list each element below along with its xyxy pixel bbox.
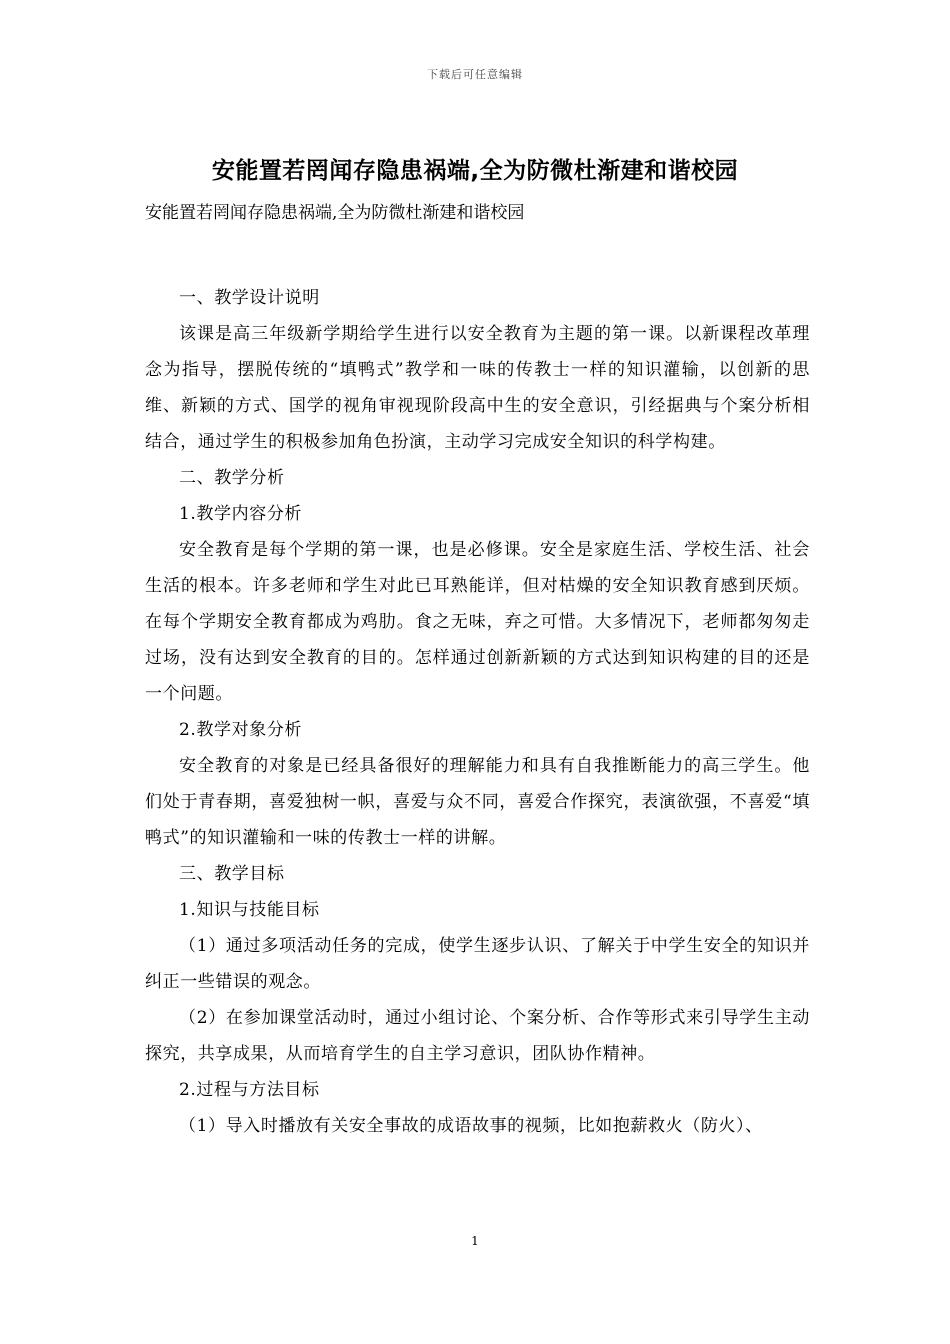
subsection-3-1-item-1: （1）通过多项活动任务的完成，使学生逐步认识、了解关于中学生安全的知识并纠正一些错误的观念。: [145, 936, 810, 992]
document-subtitle: 安能置若罔闻存隐患祸端,全为防微杜渐建和谐校园: [145, 203, 525, 223]
document-body: [145, 198, 810, 1144]
subsection-heading-2-2: 2.教学对象分析: [179, 720, 303, 740]
subsection-heading-3-2: 2.过程与方法目标: [179, 1080, 320, 1100]
section-heading-3: 三、教学目标: [179, 864, 285, 884]
subsection-2-1-paragraph: 安全教育是每个学期的第一课，也是必修课。安全是家庭生活、学校生活、社会生活的根本。许多老师和学生对此已耳熟能详，但对枯燥的安全知识教育感到厌烦。在每个学期安全教育都成为鸡肋。食之无味，弃之可惜。大多情况下，老师都匆匆走过场，没有达到安全教育的目的。怎样通过创新新颖的方式达到知识构建的目的还是一个问题。: [145, 540, 810, 704]
section-heading-2: 二、教学分析: [179, 468, 285, 488]
subsection-2-2-paragraph: 安全教育的对象是已经具备很好的理解能力和具有自我推断能力的高三学生。他们处于青春期，喜爱独树一帜，喜爱与众不同，喜爱合作探究，表演欲强，不喜爱“填鸭式”的知识灌输和一味的传教士一样的讲解。: [145, 756, 810, 848]
subsection-heading-2-1: 1.教学内容分析: [179, 504, 303, 524]
header-note: 下载后可任意编辑: [427, 68, 523, 81]
subsection-3-2-item-1: （1）导入时播放有关安全事故的成语故事的视频，比如抱薪救火（防火）、: [179, 1116, 763, 1136]
subsection-3-1-item-2: （2）在参加课堂活动时，通过小组讨论、个案分析、合作等形式来引导学生主动探究，共享成果，从而培育学生的自主学习意识，团队协作精神。: [145, 1008, 810, 1064]
document-title: 安能置若罔闻存隐患祸端,全为防微杜渐建和谐校园: [211, 158, 739, 184]
section-1-paragraph: 该课是高三年级新学期给学生进行以安全教育为主题的第一课。以新课程改革理念为指导，摆脱传统的“填鸭式”教学和一味的传教士一样的知识灌输，以创新的思维、新颖的方式、国学的视角审视现阶段高中生的安全意识，引经据典与个案分析相结合，通过学生的积极参加角色扮演，主动学习完成安全知识的科学构建。: [145, 324, 810, 452]
page-number: 1: [471, 1234, 479, 1248]
section-heading-1: 一、教学设计说明: [179, 288, 320, 308]
subsection-heading-3-1: 1.知识与技能目标: [179, 900, 320, 920]
